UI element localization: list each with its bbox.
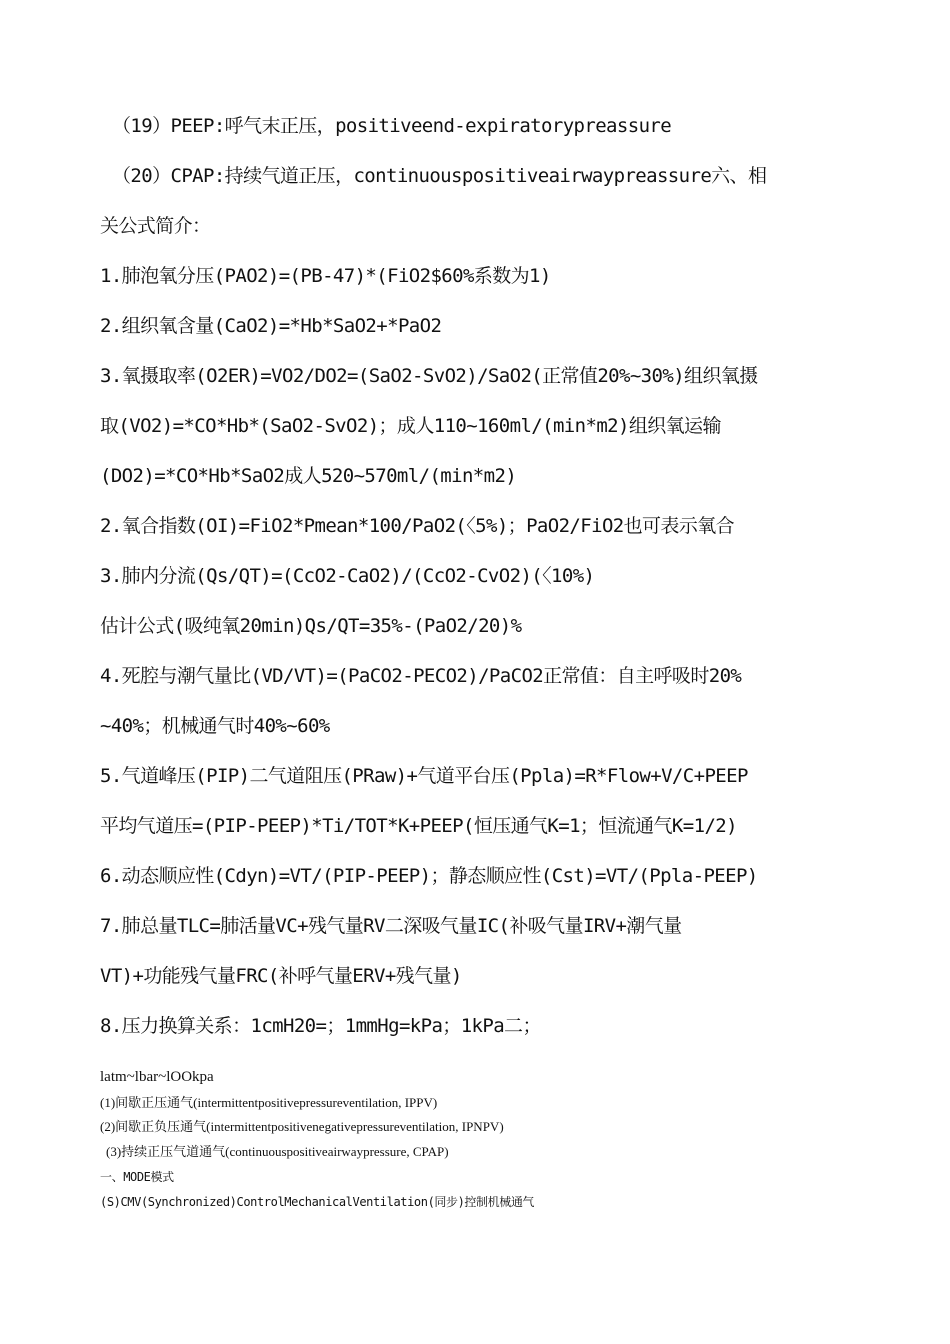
- text-line-tlc-cont: VT)+功能残气量FRC(补呼气量ERV+残气量): [100, 965, 462, 987]
- text-line-cao2: 2.组织氧含量(CaO2)=*Hb*SaO2+*PaO2: [100, 315, 442, 337]
- text-line-pao2: 1.肺泡氧分压(PAO2)=(PB-47)*(FiO2$60%系数为1): [100, 265, 551, 287]
- text-line-oi: 2.氧合指数(OI)=FiO2*Pmean*100/PaO2(〈5%)；PaO2/FiO2也可表示氧合: [100, 515, 735, 537]
- text-line-cpap: （20）CPAP:持续气道正压，continuouspositiveairwaypreassure六、相: [112, 165, 767, 187]
- text-line-qs-qt: 3.肺内分流(Qs/QT)=(CcO2-CaO2)/(CcO2-CvO2)(〈10%): [100, 565, 595, 587]
- text-line-tlc: 7.肺总量TLC=肺活量VC+残气量RV二深吸气量IC(补吸气量IRV+潮气量: [100, 915, 682, 937]
- text-line-vo2: 取(VO2)=*CO*Hb*(SaO2-SvO2)；成人110~160ml/(min*m2)组织氧运输: [100, 415, 721, 437]
- text-line-do2: (DO2)=*CO*Hb*SaO2成人520~570ml/(min*m2): [100, 465, 517, 487]
- text-line-pressure-conversion: 8.压力换算关系：1cmH20=；1mmHg=kPa；1kPa二；: [100, 1015, 541, 1037]
- text-line-peep: （19）PEEP:呼气末正压，positiveend-expiratorypreassure: [112, 115, 672, 137]
- text-line-compliance: 6.动态顺应性(Cdyn)=VT/(PIP-PEEP)；静态顺应性(Cst)=VT/(Ppla-PEEP): [100, 865, 758, 887]
- text-line-estimate: 估计公式(吸纯氧20min)Qs/QT=35%-(PaO2/20)%: [100, 615, 522, 637]
- text-line-vd-vt-cont: ~40%；机械通气时40%~60%: [100, 715, 330, 737]
- text-line-ipnpv: (2)间歇正负压通气(intermittentpositivenegativepressureventilation, IPNPV): [100, 1119, 504, 1134]
- text-line-o2er: 3.氧摄取率(O2ER)=VO2/DO2=(SaO2-SvO2)/SaO2(正常值20%~30%)组织氧摄: [100, 365, 758, 387]
- text-line-ippv: (1)间歇正压通气(intermittentpositivepressureventilation, IPPV): [100, 1095, 438, 1110]
- text-line-formula-intro: 关公式简介：: [100, 215, 211, 237]
- text-line-mean-pressure: 平均气道压=(PIP-PEEP)*Ti/TOT*K+PEEP(恒压通气K=1；恒流通气K=1/2): [100, 815, 737, 837]
- text-line-pip: 5.气道峰压(PIP)二气道阻压(PRaw)+气道平台压(Ppla)=R*Flow+V/C+PEEP: [100, 765, 748, 787]
- text-line-atm: latm~lbar~lOOkpa: [100, 1069, 214, 1085]
- text-line-cmv: (S)CMV(Synchronized)ControlMechanicalVentilation(同步)控制机械通气: [100, 1195, 535, 1209]
- text-line-vd-vt: 4.死腔与潮气量比(VD/VT)=(PaCO2-PECO2)/PaCO2正常值：自主呼吸时20%: [100, 665, 742, 687]
- text-line-cpap-mode: (3)持续正压气道通气(continuouspositiveairwaypressure, CPAP): [106, 1144, 449, 1159]
- text-line-mode-heading: 一、MODE模式: [100, 1170, 174, 1184]
